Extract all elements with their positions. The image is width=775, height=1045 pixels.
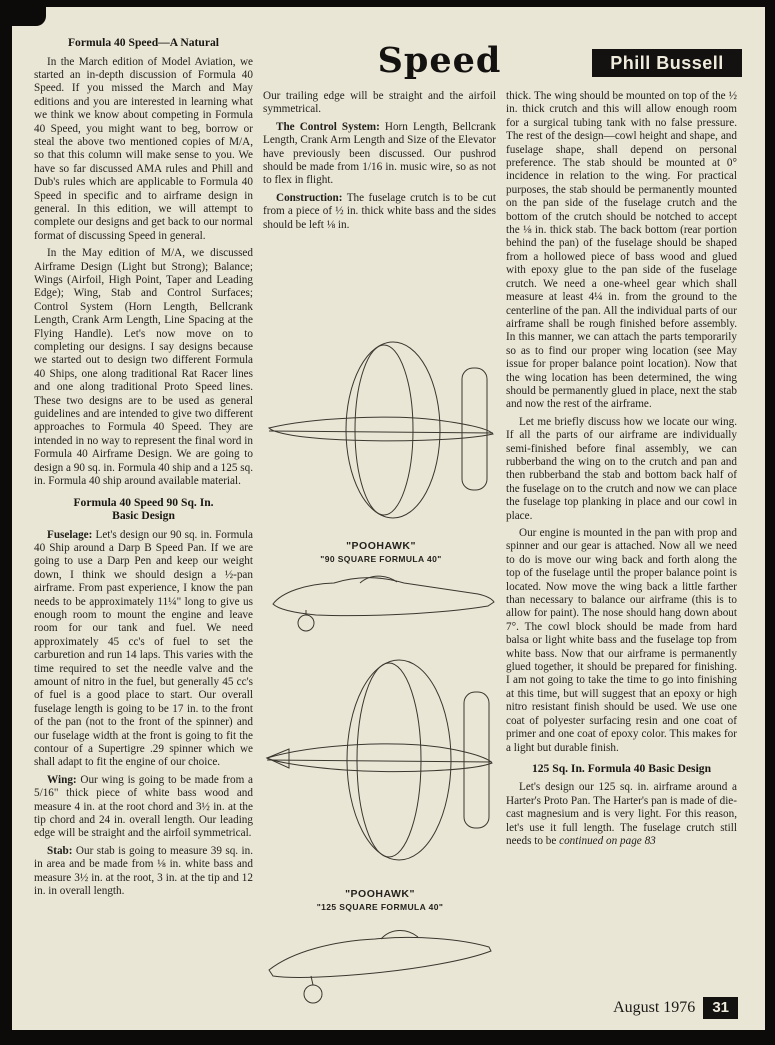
- right-column: [506, 90, 737, 852]
- side-view-90-drawing: [268, 568, 496, 634]
- aircraft-plan-view-125: [263, 640, 497, 882]
- aircraft-plan-view-90: [265, 328, 497, 536]
- paragraph-text: Our stab is going to measure 39 sq. in. in area and be made from ⅛ in. white bass and measure 3½ in. at the root, 3 in. at the tip and 12 in. in overall length.: [34, 844, 253, 898]
- side-view-125-drawing: [263, 918, 497, 1014]
- body-paragraph: In the March edition of Model Aviation, we started an in-depth discussion of Formula 40 Speed. If you missed the March and May editions and you are interested in learning what we think we know about competing in Formula 40 Speed, you might want to beg, borrow or steal the above two mentioned copies of M/A, so that this column will make sense to you. We have so far discussed AMA rules and Phill and Dub's rules which are applicable to Formula 40 Speed in specific and to airframe design in general. In this edition, we will attempt to complete our designs and get back to our normal format of discussing Speed in general.: [34, 55, 253, 242]
- figure-caption: [265, 540, 497, 564]
- paragraph-lead: Fuselage:: [47, 528, 93, 541]
- body-paragraph: [506, 781, 737, 848]
- body-paragraph: [34, 774, 253, 841]
- paragraph-text: Our wing is going to be made from a 5/16" thick piece of white bass wood and measure 4 in. at the root chord and 3½ in. at the tip chord and 24 in. overall length. Our leading edge will be straight and the airfoil symmetrical.: [34, 773, 254, 840]
- section-heading-125: 125 Sq. In. Formula 40 Basic Design: [531, 761, 712, 775]
- scan-corner-artifact: [10, 5, 46, 26]
- section-heading-90-line2: Basic Design: [112, 509, 175, 522]
- page-number: 31: [703, 997, 738, 1019]
- plan-view-125-drawing: [263, 640, 497, 882]
- plan-view-90-drawing: [265, 328, 497, 536]
- body-paragraph: Our trailing edge will be straight and the airfoil symmetrical.: [263, 90, 496, 116]
- paragraph-text: Let's design our 125 sq. in. airframe around a Harter's Proto Pan. The Harter's pan is made of die-cast magnesium and is very light. For this reason, let's use it full length. The fuselage crutch still needs to be: [506, 781, 737, 848]
- figure-caption-name: "POOHAWK": [345, 888, 415, 900]
- figure-caption-detail: "125 SQUARE FORMULA 40": [316, 902, 444, 912]
- body-paragraph: [263, 121, 496, 188]
- body-paragraph: [263, 192, 496, 232]
- figure-caption: [263, 888, 497, 912]
- figure-caption-name: "POOHAWK": [346, 540, 416, 552]
- column-title: Speed: [377, 40, 502, 81]
- paragraph-lead: Wing:: [47, 773, 77, 786]
- section-heading-90: [34, 496, 253, 523]
- author-banner: Phill Bussell: [592, 49, 742, 77]
- body-paragraph: In the May edition of M/A, we discussed Airframe Design (Light but Strong); Balance; Wings (Airfoil, High Point, Taper and Leading Edge); Wing, Stab and Control Surfaces; Control System (Horn Length, Bellcrank Length, Crank Arm Length, Line Spacing at the Flying Handle). Let's now move on to completing our designs. I say designs because we started out to design two different Formula 40 Ships, one along traditional Rat Racer lines and one along traditional Proto Speed lines. These two designs are to be used as general guidelines and are intended to give two different approaches to Formula 40 Speed. They are intended in no way to represent the final word in Formula 40 Airframe Design. We are going to design a 90 sq. in. Formula 40 ship and a 125 sq. in. Formula 40 ship around available material.: [34, 247, 253, 488]
- section-heading-90-line1: Formula 40 Speed 90 Sq. In.: [73, 495, 214, 509]
- continued-note: continued on page 83: [559, 835, 656, 848]
- middle-column: [263, 90, 496, 236]
- article-heading: Formula 40 Speed—A Natural: [67, 36, 220, 49]
- body-paragraph: Let me briefly discuss how we locate our wing. If all the parts of our airframe are individually semi-finished before final assembly, we can rubberband the wing on to the crutch and pan and then rubberband the stab and bottom back half of the fuselage on to the crutch and now we can place the fuselage top planking in place and our cowl in place.: [506, 415, 737, 522]
- body-paragraph: [34, 529, 253, 770]
- issue-date: August 1976: [613, 999, 696, 1016]
- paragraph-text: Let's design our 90 sq. in. Formula 40 Ship around a Darp B Speed Pan. If we are going to use a Darp Pen and keep our weight down, I think we should design a ½-pan airframe. From past experience, I know the pan needs to be approximately 11¼" long to give us enough room to mount the engine and leave room for our tank and fuel. We need approximately 45 cc's of fuel to set the carburetion and run 14 laps. This varies with the time required to set the needle valve and the amount of nitro in the fuel, but generally 45 cc's of fuel is a good place to start. Our overall fuselage length is going to be 17 in. to the front of the pan (not to the front of the spinner) and our fuselage width at the front is going to fit the contour of a Supertigre .29 spinner which we shall adapt to fit the engine of our choice.: [34, 528, 253, 769]
- body-paragraph: thick. The wing should be mounted on top of the ½ in. thick crutch and this will allow enough room for a surgical tubing tank with no false pressure. The rest of the design—cowl height and shape, and fuselage shape, shall depend on personal preference. The stab should be mounted at 0° incidence in relation to the wing. For practical purposes, the stab should be permanently mounted on the pan side of the fuselage crutch and the bottom of the crutch should be notched to accept the ⅛ in. thick stab. The back bottom (rear portion behind the pan) of the fuselage should be shaped from a hollowed piece of bass wood and glued with epoxy glue to the pan side of the fuselage crutch. We need a one-wheel gear which shall measure at least 4¼ in. from the ground to the centerline of the pan. All the individual parts of our airframe shall be rough finished before assembly. In this manner, we can attach the parts temporarily so as to find our proper wing location (see May issue for proper balance point location). Now that the wing location has been determined, the wing should be permanently glued in place, next the stab and now the rest of the airframe.: [506, 90, 737, 411]
- body-paragraph: [34, 845, 253, 899]
- paragraph-text: Horn Length, Bellcrank Length, Crank Arm Length and Size of the Elevator have previously been discussed. Our pushrod should be made from 1/16 in. music wire, so as not to flex in flight.: [263, 120, 496, 187]
- paragraph-lead: Stab:: [47, 844, 73, 857]
- body-paragraph: Our engine is mounted in the pan with prop and spinner and our gear is attached. Now all we need to do is move our wing back and forth along the top of the fuselage until the proper balance point is located. Now move the wing back a little farther than necessary to balance our airframe (this is to allow for paint). The nose should hang down about 7°. The cowl block should be made from hard balsa or light white bass and the fuselage top from white bass. Now that our airframe is permanently glued together, it should be prepared for finishing. I am not going to take the time to go into finishing at this time, but will suggest that an epoxy or high nitro resistant finish should be used. We use one coat of polyester surfacing resin and one coat of primer and one coat of epoxy color. This makes for a light but durable finish.: [506, 527, 737, 754]
- aircraft-side-view-90: [268, 568, 496, 634]
- page-footer: [480, 997, 738, 1019]
- left-column: [34, 36, 253, 902]
- paragraph-lead: Construction:: [276, 191, 343, 204]
- aircraft-side-view-125: [263, 918, 497, 1014]
- paragraph-lead: The Control System:: [276, 120, 380, 133]
- figure-caption-detail: "90 SQUARE FORMULA 40": [320, 554, 442, 564]
- paragraph-text: The fuselage crutch is to be cut from a piece of ½ in. thick white bass and the sides should be left ⅛ in.: [263, 191, 496, 231]
